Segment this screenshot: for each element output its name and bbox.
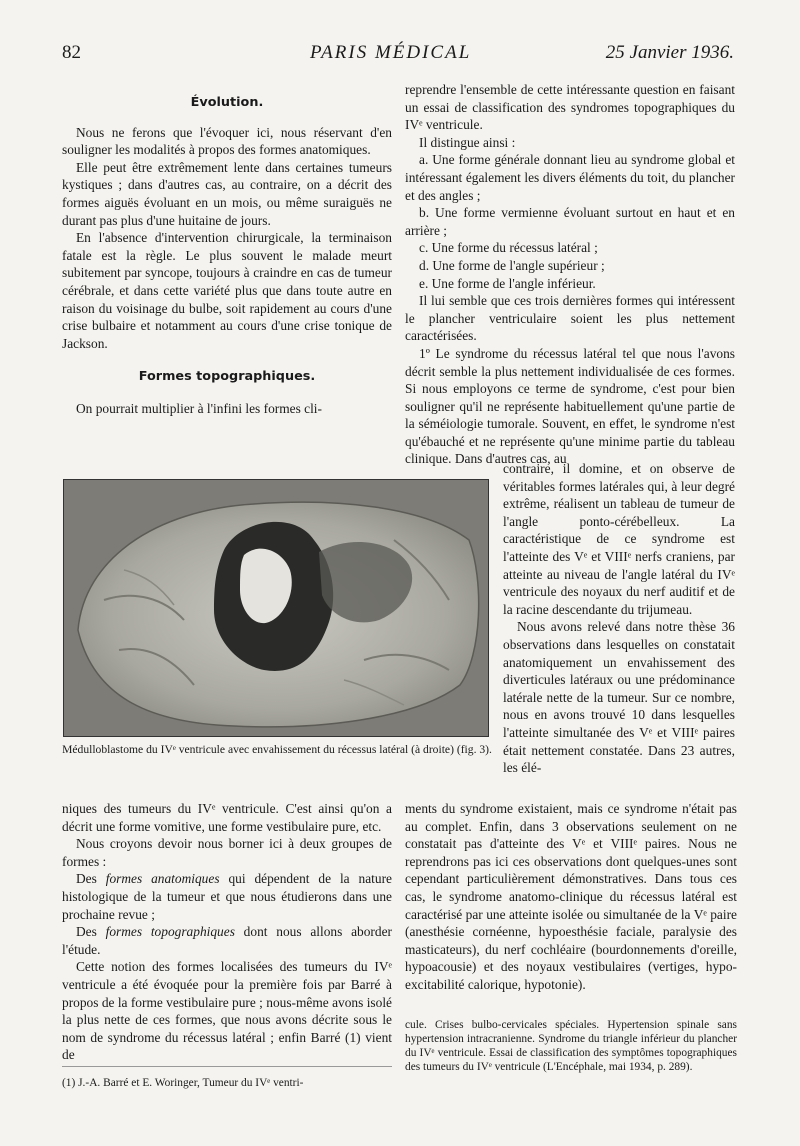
list-item-b: b. Une forme vermienne évoluant surtout en haut et en arrière ; [405,205,735,238]
section-heading-formes: Formes topographiques. [138,369,316,385]
list-item-e: e. Une forme de l'angle inférieur. [419,275,596,291]
list-item-c: c. Une forme du récessus latéral ; [419,240,598,256]
paragraph: Elle peut être extrêmement lente dans certaines tumeurs kystiques ; dans d'autres cas, au contraire, on a décrit des formes aiguës évoluant en un mois, ou même suraiguës ne durant pas plus d'une huitaine de jours. [62,159,392,228]
paragraph: niques des tumeurs du IVᵉ ventricule. C'est ainsi qu'on a décrit une forme vomitive, une forme vestibulaire pure, etc. [62,801,392,834]
running-title: PARIS MÉDICAL [310,42,472,63]
footnote: (1) J.-A. Barré et E. Woringer, Tumeur du IVᵉ ventri- [62,1077,304,1089]
paragraph: En l'absence d'intervention chirurgicale, la terminaison fatale est la règle. Le plus souvent le malade meurt subitement par syncope, toujours à craindre en cas de tumeur cérébrale, et dans cette variété plus que dans toute autre en raison du voisinage du bulbe, soit rapidement au cours d'une crise bulbaire et notamment au cours d'une crise tonique de Jackson. [62,230,392,351]
paragraph: Il lui semble que ces trois dernières formes qui intéressent le plancher ventriculaire soient les plus nettement caractérisées. [405,293,735,344]
paragraph: 1º Le syndrome du récessus latéral tel que nous l'avons décrit semble la plus nettement individualisée de ces formes. Si nous employons ce terme de syndrome, c'est pour bien souligner qu'il ne représente habituellement qu'une partie de la séméiologie tumorale. Souvent, en effet, le syndrome n'est qu'ébauché et ne représente qu'une minime partie du tableau clinique. Dans d'autres cas, au [405,345,735,467]
list-item-d: d. Une forme de l'angle supérieur ; [419,257,605,273]
brain-section-image [64,480,488,736]
footnote-continued: cule. Crises bulbo-cervicales spéciales. Hypertension spinale sans hypertension intracranienne. Syndrome du triangle inférieur du plancher du IVᵉ ventricule. Essai de classification des symptômes topographiques des tumeurs du IVᵉ ventricule (L'Encéphale, mai 1934, p. 289). [405,1019,737,1073]
right-column-bottom [405,800,737,994]
issue-date: 25 Janvier 1936. [605,42,734,63]
paragraph: Nous avons relevé dans notre thèse 36 observations dans lesquelles on constatait anatomiquement un envahissement des diverticules latéraux ou une prédominance latérale nette de la tumeur. Sur ce nombre, nous en avons trouvé 10 dans lesquelles l'atteinte simultanée des Vᵉ et VIIIᵉ paires était nettement constatée. Dans 23 autres, les élé- [503,619,735,776]
paragraph: Cette notion des formes localisées des tumeurs du IVᵉ ventricule a été évoquée pour la première fois par Barré à propos de la forme vestibulaire pure ; nous-même avons isolé la plus nette de ces formes, que nous avons décrite sous le nom de syndrome du récessus latéral ; enfin Barré (1) vient de [62,959,392,1063]
emphasis: formes topographiques [105,924,235,940]
left-column-top [62,94,392,418]
paragraph: Nous ne ferons que l'évoquer ici, nous réservant d'en souligner les modalités à propos des formes anatomiques. [62,124,392,158]
paragraph: Des formes anatomiques qui dépendent de la nature histologique de la tumeur et que nous étudierons dans une prochaine revue ; [62,871,392,922]
page-number: 82 [62,42,81,63]
footnote-divider [62,1066,392,1067]
emphasis: formes anatomiques [105,871,220,887]
section-heading-evolution: Évolution. [190,95,264,110]
paragraph: On pourrait multiplier à l'infini les formes cli- [76,400,322,416]
paragraph: contraire, il domine, et on observe de véritables formes latérales qui, à leur degré extrême, réalisent un tableau de tumeur de l'angle ponto-cérébelleux. La caractéristique de ce syndrome est l'atteinte des Vᵉ et VIIIᵉ nerfs craniens, par atteinte au niveau de l'angle latéral du IVᵉ ventricule des noyaux du nerf auditif et de la racine descendante du trijumeau. [503,461,735,617]
left-column-bottom [62,800,392,1064]
right-column-beside-figure [503,460,735,777]
paragraph: Il distingue ainsi : [419,134,516,150]
paragraph: Nous croyons devoir nous borner ici à deux groupes de formes : [62,836,392,869]
paragraph: ments du syndrome existaient, mais ce syndrome n'était pas au complet. Enfin, dans 3 observations seulement on ne constatait pas d'atteinte des Vᵉ et VIIIᵉ paires. Nous ne reprendrons pas ici ces observations dont quelques-unes sont cependant particulièrement démonstratives. Dans tous ces cas, le syndrome anatomo-clinique du récessus latéral est caractérisé par une atteinte isolée ou simultanée de la Vᵉ paire (anesthésie cornéenne, hypoesthésie faciale, paralysie des masticateurs), du nerf cochléaire (bourdonnements d'oreille, hypoacousie) et des noyaux vestibulaires (vertiges, hypo-excitabilité calorique, hypotonie). [405,801,737,992]
figure-photograph [63,479,489,737]
right-column-top [405,81,735,468]
paragraph: Des formes topographiques dont nous allons aborder l'étude. [62,924,392,957]
paragraph: reprendre l'ensemble de cette intéressante question en faisant un essai de classification des syndromes topographiques du IVᵉ ventricule. [405,82,735,133]
list-item-a: a. Une forme générale donnant lieu au syndrome global et intéressant également les divers éléments du toit, du plancher et des angles ; [405,152,735,203]
figure-caption: Médulloblastome du IVᵉ ventricule avec envahissement du récessus latéral (à droite) (fig. 3). [62,743,492,756]
